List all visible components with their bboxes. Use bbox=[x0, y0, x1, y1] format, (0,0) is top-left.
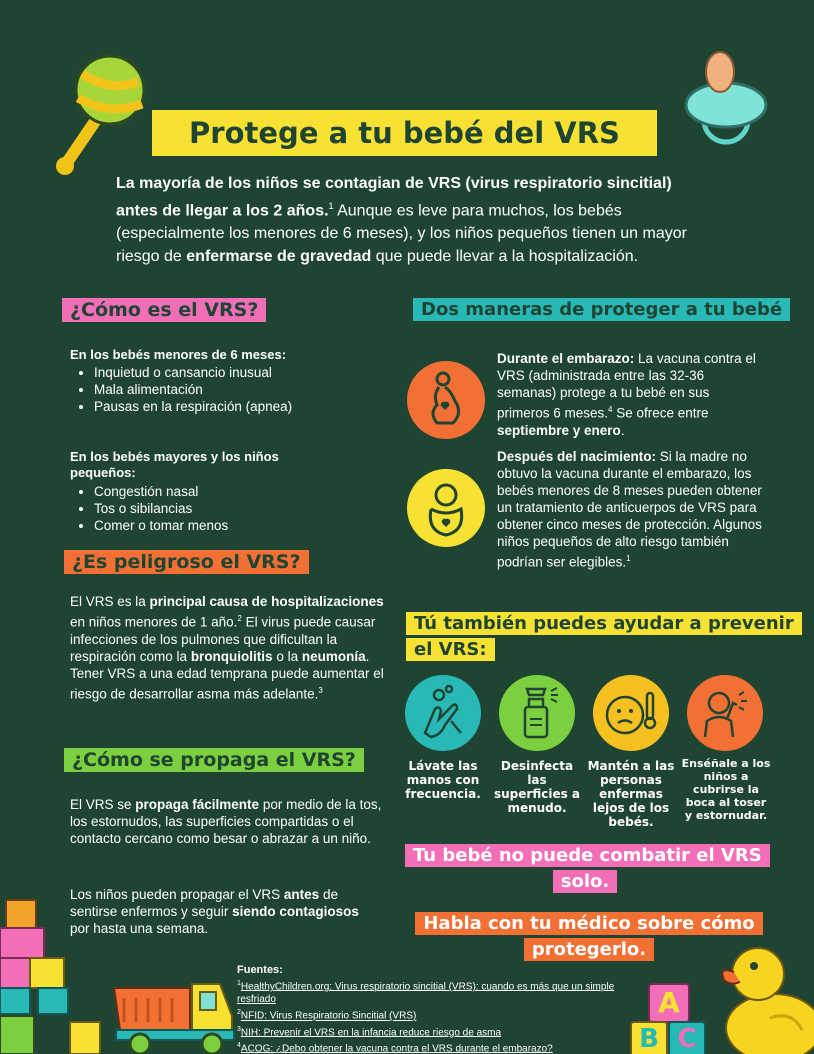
danger-bold-2: bronquiolitis bbox=[190, 648, 273, 664]
pregnancy-paragraph bbox=[497, 350, 759, 439]
list-item: • Mala alimentación bbox=[94, 381, 334, 398]
source-item[interactable] bbox=[237, 1006, 637, 1022]
tip-label-1: Lávate las manos con frecuencia. bbox=[405, 759, 481, 801]
source-number: 1 bbox=[237, 980, 241, 987]
list-item: • Inquietud o cansancio inusual bbox=[94, 364, 334, 381]
intro-text-1: Aunque es leve para muchos, los bebés (especialmente los menores de 6 meses), y los niños pequeños tienen un mayor riesgo de bbox=[116, 202, 687, 266]
source-number: 2 bbox=[237, 1009, 241, 1017]
pregnancy-bold: septiembre y enero bbox=[497, 422, 621, 438]
danger-text-2: en niños menores de 1 año. bbox=[70, 614, 238, 630]
pregnancy-label: Durante el embarazo: bbox=[497, 351, 635, 366]
intro-text-2: que puede llevar a la hospitalización. bbox=[371, 248, 639, 266]
intro-bold-1: La mayoría de los niños se contagian de VRS (virus respiratorio sincitial) antes de llegar a los 2 años. bbox=[116, 175, 672, 220]
source-item[interactable] bbox=[237, 1039, 637, 1054]
tip-label-4: Enséñale a los niños a cubrirse la boca al toser y estornudar. bbox=[681, 757, 771, 822]
letter-block-a: A bbox=[648, 983, 690, 1023]
protect-heading-wrap bbox=[413, 298, 790, 321]
swaddled-baby-icon bbox=[407, 469, 485, 547]
what-heading: ¿Cómo es el VRS? bbox=[62, 298, 266, 322]
danger-sup-2: 3 bbox=[318, 685, 323, 695]
danger-text-5: . Tener VRS a una edad temprana puede aumentar el riesgo de desarrollar asma más adelante. bbox=[70, 648, 384, 701]
tip-label-2: Desinfecta las superficies a menudo. bbox=[493, 759, 580, 815]
spread-bold-2: antes bbox=[283, 887, 320, 902]
intro-paragraph bbox=[116, 172, 708, 268]
birth-label: Después del nacimiento: bbox=[497, 449, 657, 464]
birth-paragraph bbox=[497, 448, 767, 571]
pregnancy-icon bbox=[407, 361, 485, 439]
sick-face-thermometer-icon bbox=[593, 675, 669, 751]
help-heading: Tú también puedes ayudar a prevenir el VRS: bbox=[406, 612, 802, 661]
hand-washing-icon bbox=[405, 675, 481, 751]
pregnancy-text-1: La vacuna contra el VRS (administrada entre las 32-36 semanas) protege a tu bebé en sus primeros 6 meses. bbox=[497, 351, 756, 421]
protect-heading: Dos maneras de proteger a tu bebé bbox=[413, 298, 790, 321]
spread-text-3: Los niños pueden propagar el VRS bbox=[70, 887, 284, 902]
source-number: 4 bbox=[237, 1041, 241, 1049]
source-item[interactable] bbox=[237, 1023, 637, 1039]
callout-2: Habla con tu médico sobre cómo protegerlo. bbox=[415, 912, 762, 961]
source-link[interactable]: NFID: Virus Respiratorio Sincitial (VRS) bbox=[240, 1010, 417, 1022]
list-item: • Congestión nasal bbox=[94, 483, 374, 500]
intro-sup-1: 1 bbox=[328, 201, 334, 211]
list-item: • Comer o tomar menos bbox=[94, 517, 374, 534]
spread-heading: ¿Cómo se propaga el VRS? bbox=[64, 748, 364, 772]
list-item: • Pausas en la respiración (apnea) bbox=[94, 398, 334, 415]
what-group1-list bbox=[70, 364, 334, 415]
danger-text-1: El VRS es la bbox=[70, 594, 150, 609]
spread-text-4: de sentirse enfermos y seguir bbox=[70, 887, 338, 919]
pregnancy-text-2: Se ofrece entre bbox=[612, 405, 709, 421]
sources bbox=[237, 964, 637, 1054]
spread-bold-1: propaga fácilmente bbox=[135, 797, 260, 812]
toy-truck-icon bbox=[110, 976, 240, 1054]
what-group2-title: En los bebés mayores y los niños pequeños: bbox=[70, 449, 279, 480]
danger-bold-3: neumonía bbox=[301, 648, 366, 664]
source-link[interactable]: HealthyChildren.org: Virus respiratorio sincitial (VRS): cuando es más que un simple resfriado bbox=[237, 981, 615, 1006]
pacifier-icon bbox=[676, 50, 776, 150]
birth-sup: 1 bbox=[626, 554, 631, 563]
page-title: Protege a tu bebé del VRS bbox=[152, 110, 657, 156]
source-link[interactable]: ACOG: ¿Debo obtener la vacuna contra el VRS durante el embarazo? bbox=[240, 1043, 553, 1054]
what-group2-list bbox=[70, 483, 374, 534]
danger-heading-wrap bbox=[64, 550, 309, 575]
danger-heading: ¿Es peligroso el VRS? bbox=[64, 550, 309, 574]
letter-block-b: B bbox=[630, 1021, 668, 1054]
spread-bold-3: siendo contagiosos bbox=[232, 904, 359, 919]
source-link[interactable]: NIH: Prevenir el VRS en la infancia reduce riesgo de asma bbox=[240, 1026, 502, 1038]
rubber-duck-icon bbox=[710, 936, 814, 1054]
rattle-icon bbox=[48, 52, 148, 177]
danger-bold-1: principal causa de hospitalizaciones bbox=[149, 594, 384, 609]
cough-cover-icon bbox=[687, 675, 763, 751]
help-heading-wrap bbox=[406, 612, 798, 664]
spread-text-1: El VRS se bbox=[70, 797, 136, 812]
list-item: • Tos o sibilancias bbox=[94, 500, 374, 517]
danger-sup-1: 2 bbox=[237, 614, 242, 623]
spread-heading-wrap bbox=[64, 748, 364, 773]
spread-paragraph-1 bbox=[70, 796, 382, 847]
danger-paragraph bbox=[70, 593, 388, 702]
spray-bottle-icon bbox=[499, 675, 575, 751]
sources-title: Fuentes: bbox=[237, 964, 283, 976]
birth-text-1: Si la madre no obtuvo la vacuna durante el embarazo, los bebés menores de 8 meses pueden obtener un tratamiento de anticuerpos de VRS para obtener cinco meses de protección. Algunos niños pequeños de alto riesgo también podrían ser elegibles. bbox=[497, 449, 762, 570]
intro-bold-2: enfermarse de gravedad bbox=[186, 248, 372, 266]
source-number: 3 bbox=[237, 1025, 241, 1033]
source-item[interactable] bbox=[237, 977, 637, 1006]
callout-1-wrap bbox=[405, 844, 765, 896]
toy-blocks-icon bbox=[0, 898, 120, 1054]
spread-text-5: por hasta una semana. bbox=[70, 921, 209, 936]
what-heading-wrap bbox=[62, 298, 266, 323]
letter-block-c: C bbox=[668, 1021, 706, 1054]
tip-label-3: Mantén a las personas enfermas lejos de los bebés. bbox=[587, 759, 675, 829]
callout-1: Tu bebé no puede combatir el VRS solo. bbox=[405, 844, 770, 893]
danger-text-4: o la bbox=[272, 648, 302, 664]
what-group1-title: En los bebés menores de 6 meses: bbox=[70, 347, 287, 362]
pregnancy-sup: 4 bbox=[608, 405, 613, 414]
danger-text-3: El virus puede causar infecciones de los pulmones que dificultan la respiración como la bbox=[70, 614, 376, 664]
spread-text-2: por medio de la tos, los estornudos, las superficies compartidas o el contacto cercano como besar o abrazar a un niño. bbox=[70, 797, 382, 846]
pregnancy-text-3: . bbox=[620, 422, 625, 438]
